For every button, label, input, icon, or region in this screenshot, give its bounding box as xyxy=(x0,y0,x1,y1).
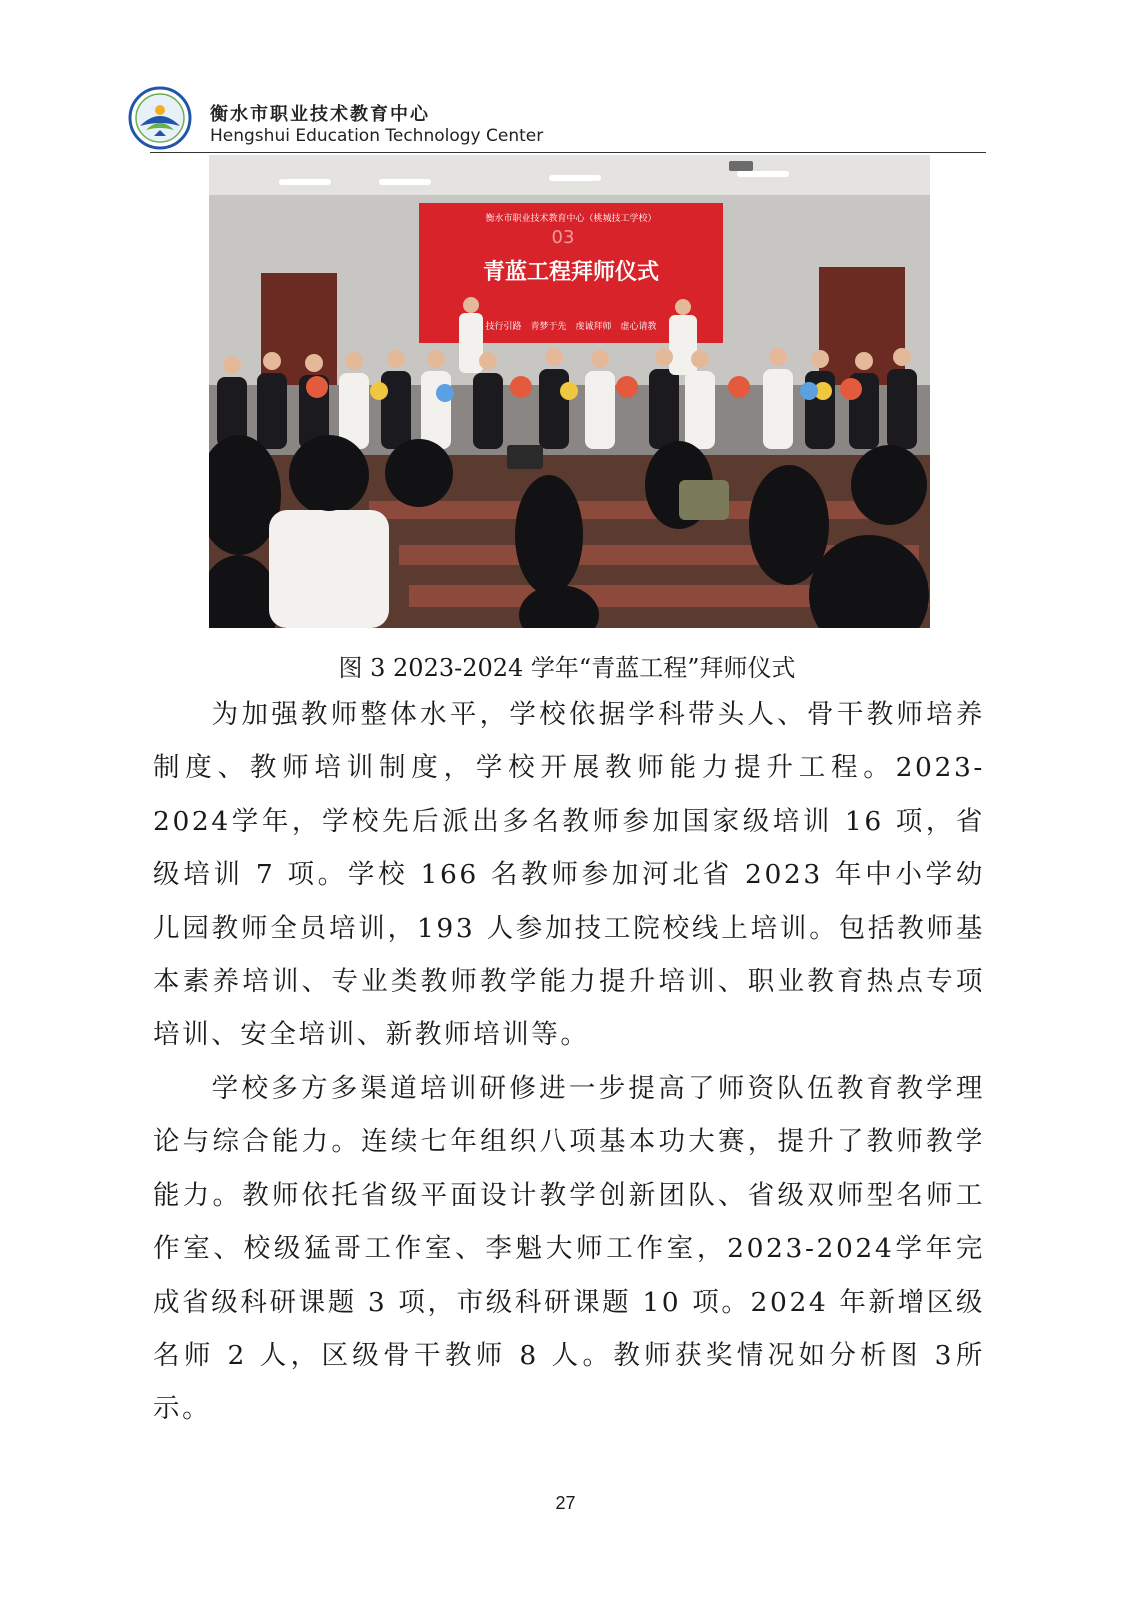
paragraph-2-text: 学校多方多渠道培训研修进一步提高了师资队伍教育教学理论与综合能力。连续七年组织八项基本功大赛，提升了教师教学能力。教师依托省级平面设计教学创新团队、省级双师型名师工作室、校级猛哥工作室、李魁大师工作室，2023-2024学年完成省级科研课题 3 项，市级科研课题 10 项。2024 年新增区级名师 2 人，区级骨干教师 8 人。教师获奖情况如分析图 3所示。 xyxy=(153,1073,985,1425)
banner-org-text: 衡水市职业技术教育中心（桃城技工学校） xyxy=(485,214,657,224)
paragraph-2 xyxy=(153,1062,985,1436)
ceremony-photo-illustration xyxy=(209,155,930,628)
paragraph-1 xyxy=(153,688,985,1062)
banner-slogan-text: 技行引路 青梦于先 虔诚拜师 虚心请教 xyxy=(485,322,657,332)
paragraph-1-text: 为加强教师整体水平，学校依据学科带头人、骨干教师培养制度、教师培训制度，学校开展教师能力提升工程。2023-2024学年，学校先后派出多名教师参加国家级培训 16 项，省级培训 7 项。学校 166 名教师参加河北省 2023 年中小学幼儿园教师全员培训，193 人参加技工院校线上培训。包括教师基本素养培训、专业类教师教学能力提升培训、职业教育热点专项培训、安全培训、新教师培训等。 xyxy=(153,699,985,1051)
figure-caption: 图 3 2023-2024 学年“青蓝工程”拜师仪式 xyxy=(338,654,796,682)
page-number: 27 xyxy=(555,1493,576,1513)
school-logo-icon xyxy=(128,86,192,150)
header-org-cn: 衡水市职业技术教育中心 xyxy=(210,104,430,125)
banner-number-text: 03 xyxy=(551,227,575,248)
audience xyxy=(209,435,930,628)
header-divider xyxy=(150,152,986,153)
ceremony-photo xyxy=(209,155,930,628)
banner-title-text: 青蓝工程拜师仪式 xyxy=(482,259,660,285)
header-org-en: Hengshui Education Technology Center xyxy=(210,126,544,146)
page-header xyxy=(128,86,984,152)
